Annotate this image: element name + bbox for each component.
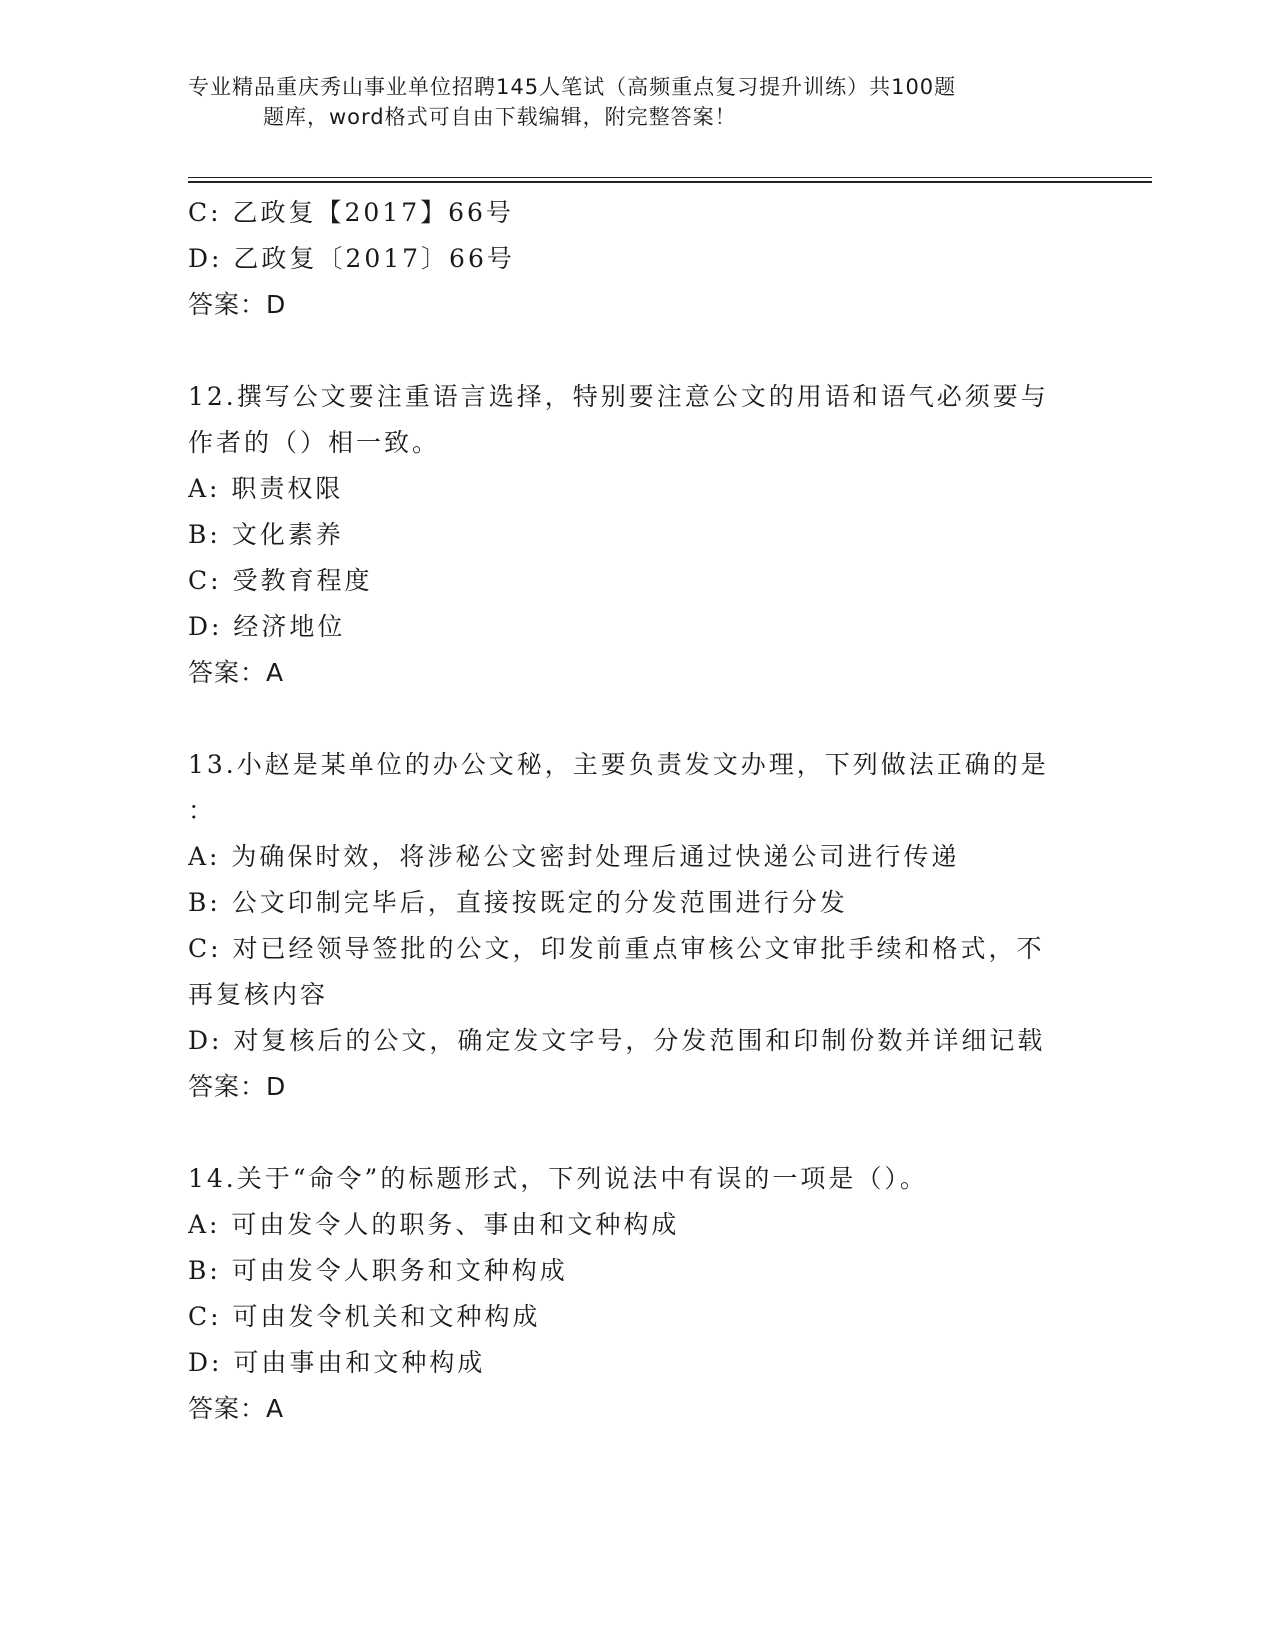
header-title-line2: 题库，word格式可自由下载编辑，附完整答案！	[263, 105, 737, 129]
answer-line: 答案：D	[188, 1072, 287, 1101]
question-13	[188, 742, 1088, 1110]
option-c-cont: 再复核内容	[188, 980, 329, 1009]
option-d: D: 对复核后的公文，确定发文字号，分发范围和印制份数并详细记载	[188, 1026, 1046, 1055]
question-11-tail	[188, 190, 1088, 328]
answer-line: 答案：D	[188, 290, 287, 319]
answer-line: 答案：A	[188, 658, 285, 687]
option-c: C: 对已经领导签批的公文，印发前重点审核公文审批手续和格式，不	[188, 934, 1045, 963]
question-14	[188, 1156, 1088, 1432]
spacer	[188, 696, 1088, 742]
option-c: C: 受教育程度	[188, 566, 373, 595]
option-b: B: 文化素养	[188, 520, 344, 549]
option-d: D: 可由事由和文种构成	[188, 1348, 486, 1377]
spacer	[188, 1110, 1088, 1156]
option-a: A: 可由发令人的职务、事由和文种构成	[188, 1210, 680, 1239]
question-stem-cont: ：	[188, 796, 217, 825]
header-title-line1: 专业精品重庆秀山事业单位招聘145人笔试（高频重点复习提升训练）共100题	[188, 75, 957, 99]
answer-line: 答案：A	[188, 1394, 285, 1423]
header-divider-thin	[188, 177, 1152, 178]
option-c: C: 乙政复【2017】66号	[188, 198, 514, 227]
option-b: B: 公文印制完毕后，直接按既定的分发范围进行分发	[188, 888, 848, 917]
option-c: C: 可由发令机关和文种构成	[188, 1302, 541, 1331]
option-b: B: 可由发令人职务和文种构成	[188, 1256, 568, 1285]
option-d: D: 经济地位	[188, 612, 346, 641]
question-stem: 14.关于“命令”的标题形式，下列说法中有误的一项是（）。	[188, 1164, 928, 1193]
option-a: A: 职责权限	[188, 474, 344, 503]
page-header	[188, 72, 1068, 132]
question-stem: 12.撰写公文要注重语言选择，特别要注意公文的用语和语气必须要与	[188, 382, 1049, 411]
question-12	[188, 374, 1088, 696]
option-d: D: 乙政复〔2017〕66号	[188, 244, 515, 273]
document-body	[188, 190, 1088, 1432]
spacer	[188, 328, 1088, 374]
question-stem: 13.小赵是某单位的办公文秘，主要负责发文办理，下列做法正确的是	[188, 750, 1049, 779]
header-divider-thick	[188, 181, 1152, 183]
option-a: A: 为确保时效，将涉秘公文密封处理后通过快递公司进行传递	[188, 842, 960, 871]
question-stem-cont: 作者的（）相一致。	[188, 428, 441, 457]
